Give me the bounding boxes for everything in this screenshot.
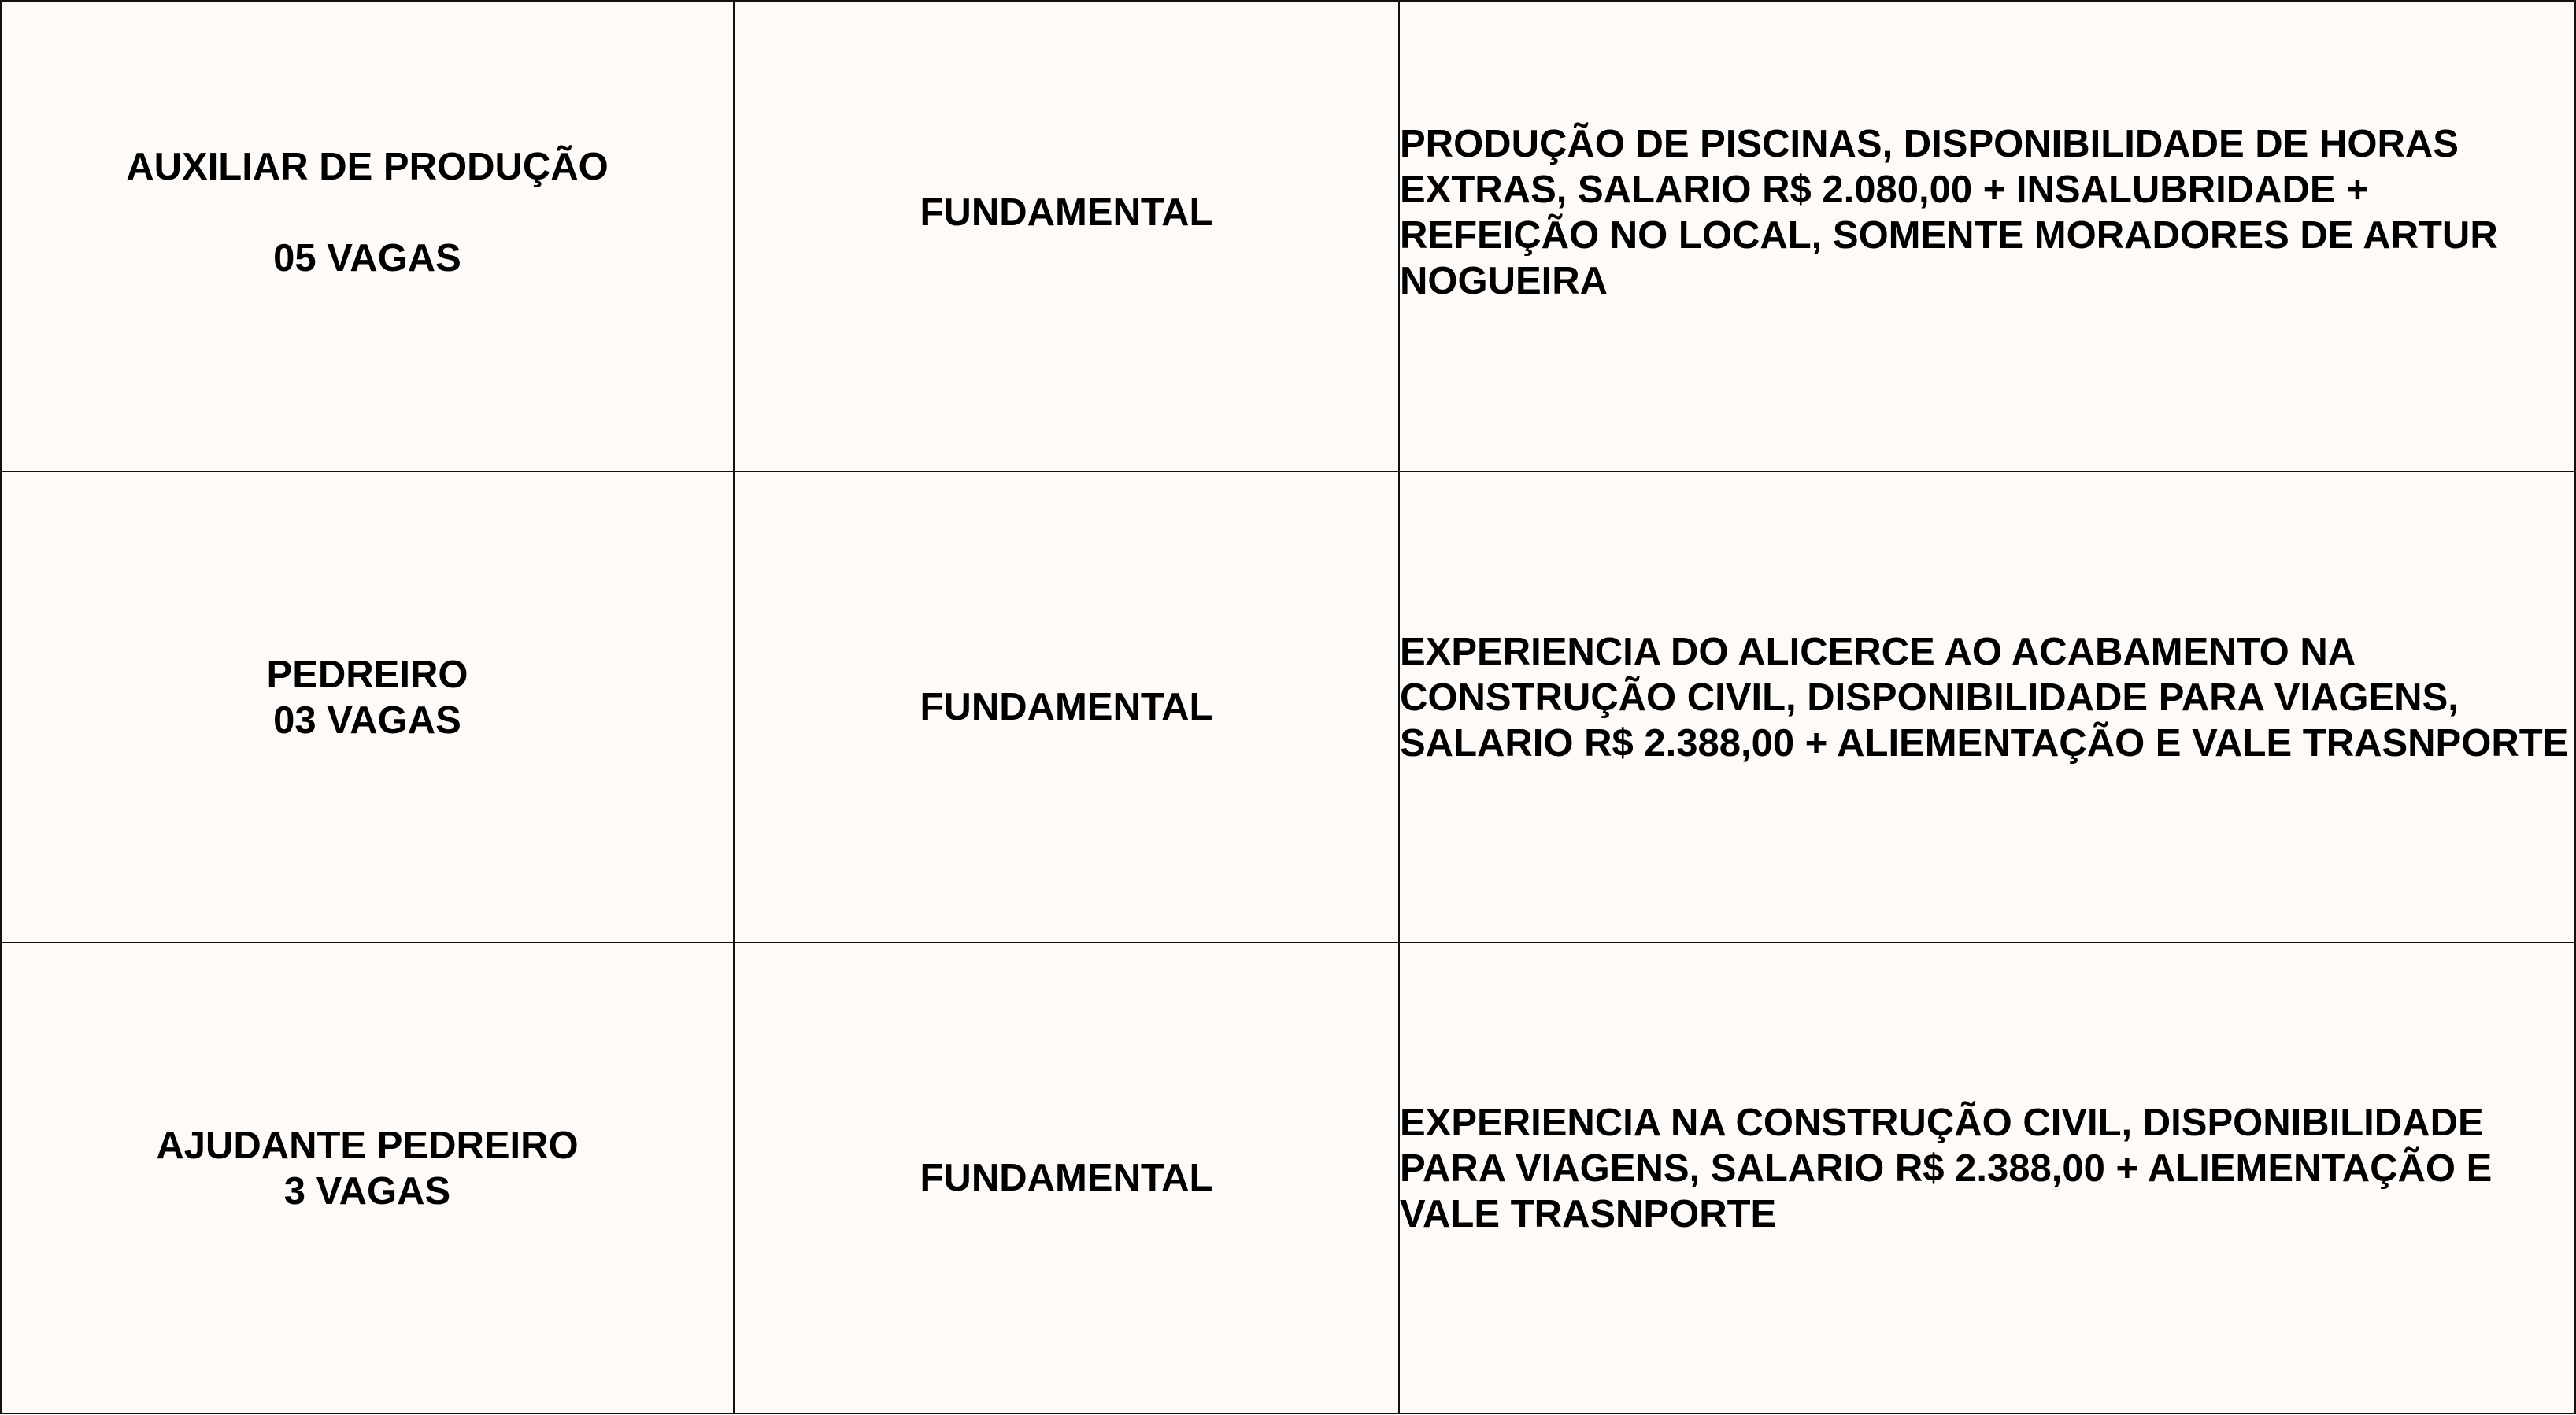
role-cell	[1, 472, 734, 943]
job-description: EXPERIENCIA DO ALICERCE AO ACABAMENTO NA CONSTRUÇÃO CIVIL, DISPONIBILIDADE PARA VIAGENS, SALARIO R$ 2.388,00 + ALIEMENTAÇÃO E VALE TRASNPORTE	[1400, 631, 2569, 765]
role-vacancies: 05 VAGAS	[273, 237, 461, 280]
role-title: AUXILIAR DE PRODUÇÃO	[126, 146, 609, 188]
role-title: AJUDANTE PEDREIRO	[156, 1124, 579, 1167]
education-level: FUNDAMENTAL	[920, 191, 1213, 234]
role-cell	[1, 943, 734, 1413]
education-level: FUNDAMENTAL	[920, 686, 1213, 728]
table-row	[1, 1, 2575, 472]
job-description: EXPERIENCIA NA CONSTRUÇÃO CIVIL, DISPONIBILIDADE PARA VIAGENS, SALARIO R$ 2.388,00 + ALIEMENTAÇÃO E VALE TRASNPORTE	[1400, 1102, 2493, 1235]
description-cell	[1399, 472, 2575, 943]
job-description: PRODUÇÃO DE PISCINAS, DISPONIBILIDADE DE HORAS EXTRAS, SALARIO R$ 2.080,00 + INSALUBRIDADE + REFEIÇÃO NO LOCAL, SOMENTE MORADORES DE ARTUR NOGUEIRA	[1400, 123, 2498, 302]
role-vacancies: 3 VAGAS	[283, 1170, 451, 1213]
education-cell	[734, 1, 1399, 472]
role-vacancies: 03 VAGAS	[273, 699, 461, 742]
education-cell	[734, 472, 1399, 943]
description-cell	[1399, 943, 2575, 1413]
education-cell	[734, 943, 1399, 1413]
role-title: PEDREIRO	[266, 654, 468, 696]
education-level: FUNDAMENTAL	[920, 1157, 1213, 1199]
role-cell	[1, 1, 734, 472]
table-row	[1, 943, 2575, 1413]
table-row	[1, 472, 2575, 943]
description-cell	[1399, 1, 2575, 472]
